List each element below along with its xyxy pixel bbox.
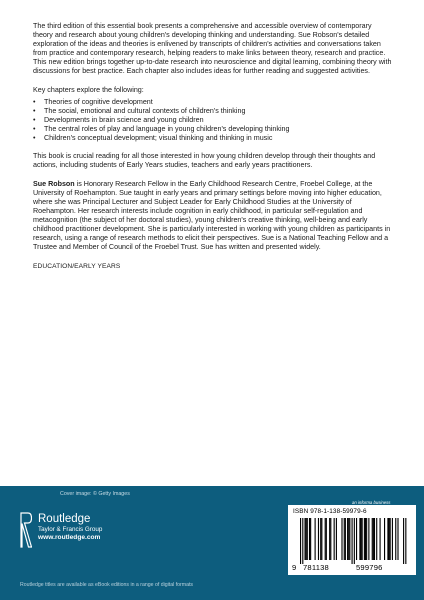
cover-image-credit: Cover image: © Getty Images <box>60 491 130 497</box>
chapters-list <box>33 98 393 143</box>
barcode-bar <box>403 518 404 564</box>
barcode-bar <box>376 518 377 560</box>
barcode-bar <box>329 518 330 560</box>
barcode-bar <box>341 518 342 560</box>
barcode-bar <box>352 518 353 564</box>
barcode-bar <box>325 518 326 560</box>
barcode-bar <box>344 518 345 560</box>
chapter-item: • The central roles of play and language in young children's developing thinking <box>33 125 393 134</box>
chapter-item: • Theories of cognitive development <box>33 98 393 107</box>
barcode-bar <box>320 518 321 560</box>
barcode-bar <box>349 518 350 560</box>
barcode-bar <box>373 518 374 560</box>
barcode-bar <box>306 518 307 560</box>
isbn-barcode <box>288 505 416 575</box>
routledge-logo-icon <box>20 512 32 548</box>
barcode-bar <box>374 518 375 560</box>
barcode-bar <box>330 518 331 560</box>
barcode-bar <box>318 518 319 560</box>
barcode-bar <box>365 518 366 560</box>
barcode-bar <box>336 518 337 560</box>
description-paragraph-2: This book is crucial reading for all those interested in how young children develop through their thoughts and actions, including students of Early Years studies, teachers and early years practitioners. <box>33 152 376 170</box>
barcode-bar <box>360 518 361 560</box>
barcode-bar <box>384 518 385 560</box>
barcode-bar <box>315 518 316 560</box>
barcode-bar <box>302 518 303 564</box>
barcode-bar <box>326 518 327 560</box>
barcode-bar <box>366 518 367 560</box>
author-name: Sue Robson <box>33 179 75 188</box>
barcode-bar <box>356 518 357 560</box>
barcode-bar <box>300 518 301 564</box>
barcode-bar <box>405 518 406 564</box>
barcode-bar <box>310 518 311 560</box>
barcode-bar <box>362 518 363 560</box>
barcode-bar <box>368 518 369 560</box>
description-paragraph-1: The third edition of this essential book presents a comprehensive and accessible overview of contemporary theory and research about young children's developing thinking and understanding. Sue Robson's detailed exploration of the ideas and theories is enlivened by transcripts of children's activities and conversations taken from practice and contemporary research, helping readers to make links between theory, research and practice. This new edition brings together up-to-date research into neuroscience and digital learning, combining theory with discussions for best practice. Each chapter also includes ideas for further reading and suggested activities. <box>33 22 392 76</box>
publisher-website[interactable]: www.routledge.com <box>38 534 101 541</box>
barcode-bars <box>288 518 416 564</box>
barcode-bar <box>372 518 373 560</box>
barcode-bar <box>395 518 396 560</box>
barcode-bar <box>334 518 335 560</box>
informa-tagline: an informa business <box>352 500 391 505</box>
subject-category: EDUCATION/EARLY YEARS <box>33 262 121 270</box>
publisher-block <box>38 513 102 542</box>
barcode-left-group: 781138 <box>303 563 329 572</box>
barcode-bar <box>304 518 305 560</box>
barcode-bar <box>388 518 389 560</box>
isbn-number: ISBN 978-1-138-59979-6 <box>293 508 367 515</box>
chapter-item: • Developments in brain science and young children <box>33 116 393 125</box>
barcode-bar <box>359 518 360 560</box>
barcode-first-digit: 9 <box>292 563 297 572</box>
chapters-intro: Key chapters explore the following: <box>33 85 144 94</box>
barcode-bar <box>321 518 322 560</box>
barcode-bar <box>354 518 355 564</box>
barcode-bar <box>309 518 310 560</box>
publisher-name: Routledge <box>38 513 91 525</box>
barcode-bar <box>347 518 348 560</box>
barcode-bar <box>345 518 346 560</box>
ebook-availability-note: Routledge titles are available as eBook editions in a range of digital formats <box>20 582 194 588</box>
author-bio <box>33 180 393 253</box>
barcode-bar <box>364 518 365 560</box>
chapter-item: • The social, emotional and cultural contexts of children's thinking <box>33 107 393 116</box>
publisher-footer <box>0 486 424 600</box>
author-bio-text: is Honorary Research Fellow in the Early Childhood Research Centre, Froebel College, at the University of Roehampton. Sue taught in early years and primary settings before moving into higher education, where she was Principal Lecturer and Subject Leader for Early Childhood Studies at the University of Roehampton. Her research interests include cognition in early childhood, in particular self-regulation and metacognition (the subject of her doctoral studies), young children's creative thinking, well-being and early childhood practitioner development. She is particularly interested in working with young children as participants in research, using a range of research methods to elicit their perspectives. Sue is a National Teaching Fellow and a Trustee and Member of Council of the Froebel Trust. Sue has written and presented widely. <box>33 179 391 252</box>
barcode-bar <box>390 518 391 560</box>
barcode-bar <box>380 518 381 560</box>
barcode-right-group: 599796 <box>356 563 383 572</box>
publisher-group: Taylor & Francis Group <box>38 526 103 533</box>
barcode-bar <box>307 518 308 560</box>
barcode-bar <box>392 518 393 560</box>
barcode-bar <box>387 518 388 560</box>
chapter-item: • Children's conceptual development; visual thinking and thinking in music <box>33 134 393 143</box>
barcode-bar <box>348 518 349 560</box>
description-block <box>33 22 393 271</box>
barcode-bar <box>397 518 398 560</box>
